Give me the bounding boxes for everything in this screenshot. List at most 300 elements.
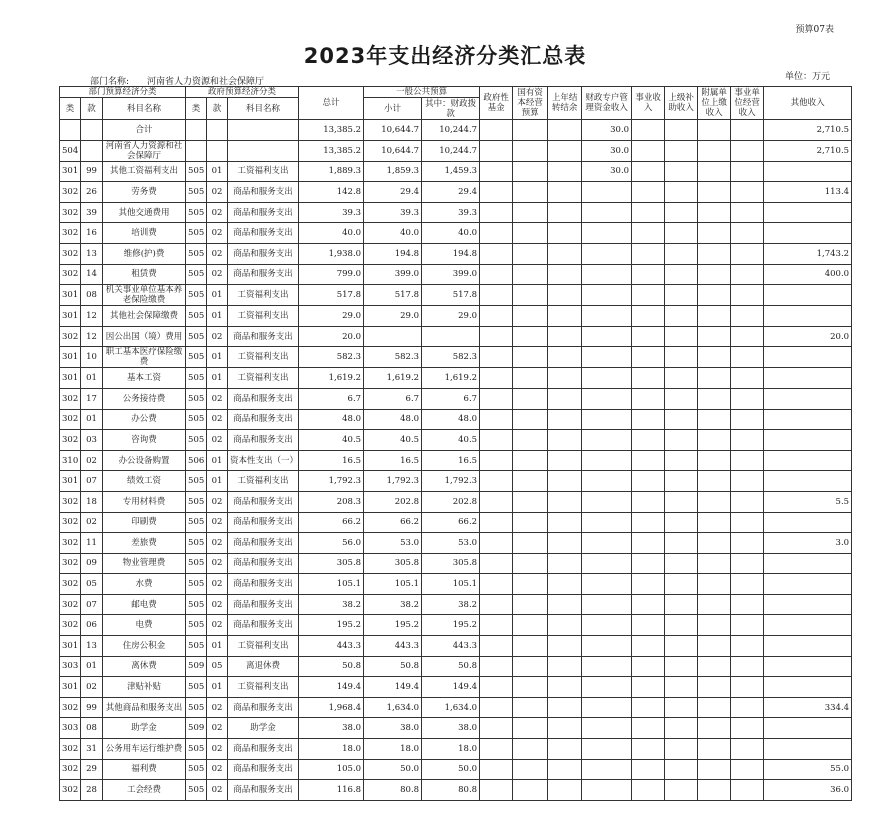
- cell-gov-fund: [480, 491, 513, 512]
- cell-fiscal: 39.3: [422, 202, 480, 223]
- table-row: [60, 326, 852, 347]
- cell-gov-kuan: 02: [207, 697, 228, 718]
- cell-superior-subsidy: [665, 140, 698, 161]
- cell-gov-lei: 505: [186, 326, 207, 347]
- cell-dept-kuan: 08: [81, 285, 103, 306]
- cell-affiliated-income: [698, 780, 731, 801]
- cell-business-income: [632, 471, 665, 492]
- cell-business-income: [632, 656, 665, 677]
- table-row: [60, 759, 852, 780]
- cell-fiscal: 38.2: [422, 594, 480, 615]
- cell-dept-lei: 302: [60, 388, 81, 409]
- cell-gov-fund: [480, 368, 513, 389]
- cell-affiliated-income: [698, 718, 731, 739]
- table-row: [60, 636, 852, 657]
- cell-special-fund: [582, 243, 632, 264]
- cell-subtotal: 29.4: [364, 182, 422, 203]
- cell-fiscal: 50.0: [422, 759, 480, 780]
- cell-dept-kuan: 13: [81, 636, 103, 657]
- cell-affiliated-income: [698, 140, 731, 161]
- cell-special-fund: [582, 533, 632, 554]
- cell-fiscal: 305.8: [422, 553, 480, 574]
- cell-state-capital: [513, 533, 548, 554]
- cell-superior-subsidy: [665, 368, 698, 389]
- cell-gov-name: 商品和服务支出: [228, 264, 299, 285]
- cell-affiliated-income: [698, 120, 731, 141]
- cell-fiscal: 40.5: [422, 430, 480, 451]
- cell-state-capital: [513, 780, 548, 801]
- cell-carryover: [548, 243, 582, 264]
- cell-other-income: [764, 594, 852, 615]
- cell-dept-kuan: 17: [81, 388, 103, 409]
- cell-dept-kuan: [81, 120, 103, 141]
- cell-special-fund: [582, 409, 632, 430]
- table-row: [60, 450, 852, 471]
- cell-special-fund: [582, 512, 632, 533]
- cell-dept-name: 公务接待费: [103, 388, 186, 409]
- cell-gov-kuan: 01: [207, 306, 228, 327]
- cell-subtotal: 105.1: [364, 574, 422, 595]
- cell-gov-lei: 505: [186, 491, 207, 512]
- cell-subtotal: 1,619.2: [364, 368, 422, 389]
- cell-gov-lei: 505: [186, 161, 207, 182]
- cell-gov-lei: 505: [186, 677, 207, 698]
- cell-gov-name: 工资福利支出: [228, 636, 299, 657]
- cell-superior-subsidy: [665, 739, 698, 760]
- cell-gov-kuan: 01: [207, 677, 228, 698]
- cell-dept-lei: 302: [60, 533, 81, 554]
- cell-state-capital: [513, 594, 548, 615]
- cell-gov-kuan: 01: [207, 347, 228, 368]
- cell-business-income: [632, 512, 665, 533]
- cell-dept-name: 邮电费: [103, 594, 186, 615]
- cell-dept-kuan: 05: [81, 574, 103, 595]
- header-operation-income: 事业单位经营收入: [731, 87, 764, 120]
- cell-business-income: [632, 243, 665, 264]
- cell-gov-lei: 505: [186, 430, 207, 451]
- table-row: [60, 491, 852, 512]
- cell-dept-kuan: 28: [81, 780, 103, 801]
- cell-gov-fund: [480, 161, 513, 182]
- cell-state-capital: [513, 140, 548, 161]
- cell-dept-name: 因公出国（境）费用: [103, 326, 186, 347]
- cell-carryover: [548, 409, 582, 430]
- cell-subtotal: 202.8: [364, 491, 422, 512]
- cell-gov-fund: [480, 388, 513, 409]
- cell-superior-subsidy: [665, 553, 698, 574]
- cell-business-income: [632, 326, 665, 347]
- cell-total: 1,792.3: [299, 471, 364, 492]
- cell-business-income: [632, 223, 665, 244]
- cell-other-income: 3.0: [764, 533, 852, 554]
- cell-special-fund: [582, 491, 632, 512]
- cell-affiliated-income: [698, 243, 731, 264]
- cell-subtotal: 48.0: [364, 409, 422, 430]
- cell-superior-subsidy: [665, 409, 698, 430]
- cell-operation-income: [731, 306, 764, 327]
- cell-gov-lei: 505: [186, 182, 207, 203]
- cell-business-income: [632, 594, 665, 615]
- cell-affiliated-income: [698, 553, 731, 574]
- cell-special-fund: [582, 388, 632, 409]
- cell-affiliated-income: [698, 326, 731, 347]
- cell-subtotal: 18.0: [364, 739, 422, 760]
- cell-dept-kuan: [81, 140, 103, 161]
- cell-dept-name: 差旅费: [103, 533, 186, 554]
- cell-carryover: [548, 264, 582, 285]
- cell-gov-name: 商品和服务支出: [228, 697, 299, 718]
- cell-affiliated-income: [698, 491, 731, 512]
- cell-subtotal: 66.2: [364, 512, 422, 533]
- cell-dept-lei: 302: [60, 223, 81, 244]
- cell-total: 38.0: [299, 718, 364, 739]
- cell-state-capital: [513, 471, 548, 492]
- cell-superior-subsidy: [665, 430, 698, 451]
- cell-fiscal: 517.8: [422, 285, 480, 306]
- department-value: 河南省人力资源和社会保障厅: [147, 77, 265, 87]
- header-dept-class: 部门预算经济分类: [60, 87, 186, 98]
- cell-fiscal: 16.5: [422, 450, 480, 471]
- cell-dept-lei: 504: [60, 140, 81, 161]
- cell-carryover: [548, 553, 582, 574]
- cell-fiscal: 194.8: [422, 243, 480, 264]
- cell-gov-lei: 509: [186, 718, 207, 739]
- cell-superior-subsidy: [665, 388, 698, 409]
- cell-gov-kuan: 01: [207, 450, 228, 471]
- cell-total: 517.8: [299, 285, 364, 306]
- cell-affiliated-income: [698, 759, 731, 780]
- header-carryover: 上年结转结余: [548, 87, 582, 120]
- cell-dept-lei: [60, 120, 81, 141]
- cell-subtotal: 149.4: [364, 677, 422, 698]
- cell-business-income: [632, 491, 665, 512]
- cell-gov-lei: 505: [186, 471, 207, 492]
- cell-state-capital: [513, 430, 548, 451]
- cell-special-fund: [582, 347, 632, 368]
- cell-state-capital: [513, 161, 548, 182]
- cell-superior-subsidy: [665, 264, 698, 285]
- cell-other-income: 2,710.5: [764, 140, 852, 161]
- cell-gov-fund: [480, 553, 513, 574]
- cell-subtotal: 40.0: [364, 223, 422, 244]
- cell-dept-kuan: 13: [81, 243, 103, 264]
- cell-gov-kuan: 02: [207, 718, 228, 739]
- table-row: [60, 388, 852, 409]
- cell-superior-subsidy: [665, 491, 698, 512]
- cell-carryover: [548, 656, 582, 677]
- cell-superior-subsidy: [665, 450, 698, 471]
- cell-dept-lei: 302: [60, 202, 81, 223]
- cell-dept-kuan: 26: [81, 182, 103, 203]
- cell-operation-income: [731, 368, 764, 389]
- cell-dept-lei: 302: [60, 264, 81, 285]
- cell-gov-name: 商品和服务支出: [228, 533, 299, 554]
- cell-other-income: 55.0: [764, 759, 852, 780]
- cell-dept-kuan: 07: [81, 594, 103, 615]
- cell-gov-kuan: 02: [207, 491, 228, 512]
- cell-gov-name: 商品和服务支出: [228, 553, 299, 574]
- cell-special-fund: [582, 326, 632, 347]
- cell-gov-kuan: [207, 120, 228, 141]
- cell-fiscal: 582.3: [422, 347, 480, 368]
- cell-carryover: [548, 739, 582, 760]
- cell-dept-name: 专用材料费: [103, 491, 186, 512]
- cell-affiliated-income: [698, 285, 731, 306]
- cell-gov-name: 商品和服务支出: [228, 574, 299, 595]
- cell-dept-name: 绩效工资: [103, 471, 186, 492]
- cell-gov-lei: 505: [186, 636, 207, 657]
- table-row: [60, 471, 852, 492]
- cell-dept-name: 其他商品和服务支出: [103, 697, 186, 718]
- cell-operation-income: [731, 718, 764, 739]
- cell-special-fund: [582, 718, 632, 739]
- cell-business-income: [632, 533, 665, 554]
- cell-subtotal: 39.3: [364, 202, 422, 223]
- cell-business-income: [632, 615, 665, 636]
- cell-superior-subsidy: [665, 677, 698, 698]
- cell-business-income: [632, 306, 665, 327]
- unit-label: 单位：万元: [784, 72, 830, 82]
- cell-special-fund: [582, 264, 632, 285]
- cell-carryover: [548, 202, 582, 223]
- cell-superior-subsidy: [665, 533, 698, 554]
- cell-total: 13,385.2: [299, 120, 364, 141]
- header-gov-name: 科目名称: [228, 98, 299, 120]
- cell-operation-income: [731, 182, 764, 203]
- cell-state-capital: [513, 615, 548, 636]
- cell-dept-lei: 302: [60, 697, 81, 718]
- cell-business-income: [632, 636, 665, 657]
- cell-operation-income: [731, 264, 764, 285]
- cell-operation-income: [731, 161, 764, 182]
- cell-subtotal: 195.2: [364, 615, 422, 636]
- header-gov-kuan: 款: [207, 98, 228, 120]
- cell-dept-lei: 310: [60, 450, 81, 471]
- cell-gov-name: 工资福利支出: [228, 306, 299, 327]
- cell-total: 40.5: [299, 430, 364, 451]
- cell-fiscal: 40.0: [422, 223, 480, 244]
- cell-fiscal: 80.8: [422, 780, 480, 801]
- cell-dept-kuan: 01: [81, 656, 103, 677]
- cell-dept-name: 咨询费: [103, 430, 186, 451]
- cell-operation-income: [731, 594, 764, 615]
- cell-superior-subsidy: [665, 594, 698, 615]
- cell-gov-kuan: 01: [207, 471, 228, 492]
- cell-state-capital: [513, 120, 548, 141]
- cell-fiscal: 399.0: [422, 264, 480, 285]
- cell-carryover: [548, 182, 582, 203]
- cell-carryover: [548, 368, 582, 389]
- cell-total: 50.8: [299, 656, 364, 677]
- cell-state-capital: [513, 759, 548, 780]
- cell-gov-fund: [480, 140, 513, 161]
- cell-gov-fund: [480, 718, 513, 739]
- cell-dept-name: 其他社会保障缴费: [103, 306, 186, 327]
- cell-state-capital: [513, 677, 548, 698]
- cell-dept-name: 维修(护)费: [103, 243, 186, 264]
- table-row: [60, 553, 852, 574]
- cell-gov-fund: [480, 306, 513, 327]
- cell-dept-lei: 302: [60, 553, 81, 574]
- cell-fiscal: 195.2: [422, 615, 480, 636]
- cell-other-income: [764, 161, 852, 182]
- cell-gov-name: 商品和服务支出: [228, 615, 299, 636]
- cell-gov-fund: [480, 409, 513, 430]
- cell-gov-fund: [480, 450, 513, 471]
- cell-gov-lei: 509: [186, 656, 207, 677]
- cell-dept-name: 电费: [103, 615, 186, 636]
- cell-special-fund: 30.0: [582, 140, 632, 161]
- cell-business-income: [632, 574, 665, 595]
- cell-other-income: 5.5: [764, 491, 852, 512]
- cell-dept-lei: 302: [60, 739, 81, 760]
- cell-other-income: 2,710.5: [764, 120, 852, 141]
- cell-total: 40.0: [299, 223, 364, 244]
- cell-operation-income: [731, 677, 764, 698]
- cell-affiliated-income: [698, 574, 731, 595]
- cell-dept-kuan: 99: [81, 161, 103, 182]
- cell-dept-name: 河南省人力资源和社会保障厅: [103, 140, 186, 161]
- cell-other-income: [764, 553, 852, 574]
- cell-gov-lei: 505: [186, 594, 207, 615]
- cell-fiscal: 1,634.0: [422, 697, 480, 718]
- cell-superior-subsidy: [665, 285, 698, 306]
- cell-other-income: 334.4: [764, 697, 852, 718]
- cell-subtotal: 16.5: [364, 450, 422, 471]
- header-gov-fund: 政府性基金: [480, 87, 513, 120]
- cell-business-income: [632, 553, 665, 574]
- cell-gov-kuan: 02: [207, 533, 228, 554]
- header-subtotal: 小计: [364, 98, 422, 120]
- cell-gov-name: 商品和服务支出: [228, 182, 299, 203]
- cell-special-fund: [582, 285, 632, 306]
- cell-business-income: [632, 264, 665, 285]
- cell-carryover: [548, 223, 582, 244]
- cell-gov-kuan: 01: [207, 636, 228, 657]
- cell-gov-kuan: 02: [207, 243, 228, 264]
- cell-state-capital: [513, 347, 548, 368]
- cell-dept-kuan: 02: [81, 677, 103, 698]
- cell-dept-kuan: 01: [81, 409, 103, 430]
- department-label: 部门名称:: [90, 77, 130, 87]
- cell-total: 142.8: [299, 182, 364, 203]
- table-row: [60, 223, 852, 244]
- cell-total: 305.8: [299, 553, 364, 574]
- cell-business-income: [632, 677, 665, 698]
- cell-special-fund: [582, 574, 632, 595]
- cell-fiscal: 6.7: [422, 388, 480, 409]
- cell-affiliated-income: [698, 368, 731, 389]
- cell-dept-name: 工会经费: [103, 780, 186, 801]
- cell-special-fund: [582, 780, 632, 801]
- cell-carryover: [548, 450, 582, 471]
- cell-special-fund: [582, 471, 632, 492]
- cell-business-income: [632, 140, 665, 161]
- cell-affiliated-income: [698, 202, 731, 223]
- cell-business-income: [632, 120, 665, 141]
- cell-subtotal: 29.0: [364, 306, 422, 327]
- cell-dept-lei: 302: [60, 243, 81, 264]
- cell-operation-income: [731, 430, 764, 451]
- cell-gov-fund: [480, 223, 513, 244]
- cell-dept-name: 福利费: [103, 759, 186, 780]
- cell-dept-kuan: 39: [81, 202, 103, 223]
- cell-total: 443.3: [299, 636, 364, 657]
- cell-superior-subsidy: [665, 243, 698, 264]
- cell-dept-kuan: 29: [81, 759, 103, 780]
- cell-superior-subsidy: [665, 697, 698, 718]
- cell-total: 1,619.2: [299, 368, 364, 389]
- cell-superior-subsidy: [665, 326, 698, 347]
- cell-gov-name: 商品和服务支出: [228, 739, 299, 760]
- table-row: [60, 533, 852, 554]
- cell-carryover: [548, 759, 582, 780]
- cell-other-income: [764, 739, 852, 760]
- cell-gov-lei: 505: [186, 512, 207, 533]
- cell-affiliated-income: [698, 697, 731, 718]
- cell-other-income: 1,743.2: [764, 243, 852, 264]
- table-row: [60, 697, 852, 718]
- table-row: [60, 161, 852, 182]
- cell-gov-fund: [480, 347, 513, 368]
- cell-dept-kuan: 31: [81, 739, 103, 760]
- cell-gov-kuan: 02: [207, 739, 228, 760]
- cell-gov-lei: 505: [186, 553, 207, 574]
- cell-special-fund: [582, 553, 632, 574]
- cell-special-fund: [582, 739, 632, 760]
- cell-special-fund: [582, 202, 632, 223]
- cell-dept-kuan: 99: [81, 697, 103, 718]
- cell-state-capital: [513, 574, 548, 595]
- cell-gov-lei: 505: [186, 202, 207, 223]
- cell-operation-income: [731, 471, 764, 492]
- cell-operation-income: [731, 388, 764, 409]
- cell-affiliated-income: [698, 182, 731, 203]
- cell-dept-kuan: 10: [81, 347, 103, 368]
- table-row: [60, 656, 852, 677]
- cell-gov-kuan: 02: [207, 264, 228, 285]
- cell-carryover: [548, 161, 582, 182]
- cell-operation-income: [731, 759, 764, 780]
- cell-special-fund: [582, 677, 632, 698]
- cell-dept-lei: 301: [60, 636, 81, 657]
- cell-special-fund: [582, 697, 632, 718]
- cell-fiscal: 443.3: [422, 636, 480, 657]
- table-row: [60, 677, 852, 698]
- cell-gov-kuan: 02: [207, 409, 228, 430]
- cell-gov-fund: [480, 285, 513, 306]
- cell-dept-name: 公务用车运行维护费: [103, 739, 186, 760]
- cell-subtotal: 6.7: [364, 388, 422, 409]
- cell-other-income: [764, 512, 852, 533]
- cell-fiscal: 10,244.7: [422, 140, 480, 161]
- cell-special-fund: [582, 368, 632, 389]
- header-gov-class: 政府预算经济分类: [186, 87, 299, 98]
- cell-total: 6.7: [299, 388, 364, 409]
- cell-dept-name: 物业管理费: [103, 553, 186, 574]
- cell-dept-kuan: 08: [81, 718, 103, 739]
- cell-gov-fund: [480, 594, 513, 615]
- cell-business-income: [632, 780, 665, 801]
- cell-affiliated-income: [698, 450, 731, 471]
- cell-fiscal: 149.4: [422, 677, 480, 698]
- cell-fiscal: 29.4: [422, 182, 480, 203]
- cell-gov-lei: 506: [186, 450, 207, 471]
- cell-special-fund: [582, 656, 632, 677]
- cell-fiscal: 48.0: [422, 409, 480, 430]
- cell-gov-lei: 505: [186, 615, 207, 636]
- cell-operation-income: [731, 120, 764, 141]
